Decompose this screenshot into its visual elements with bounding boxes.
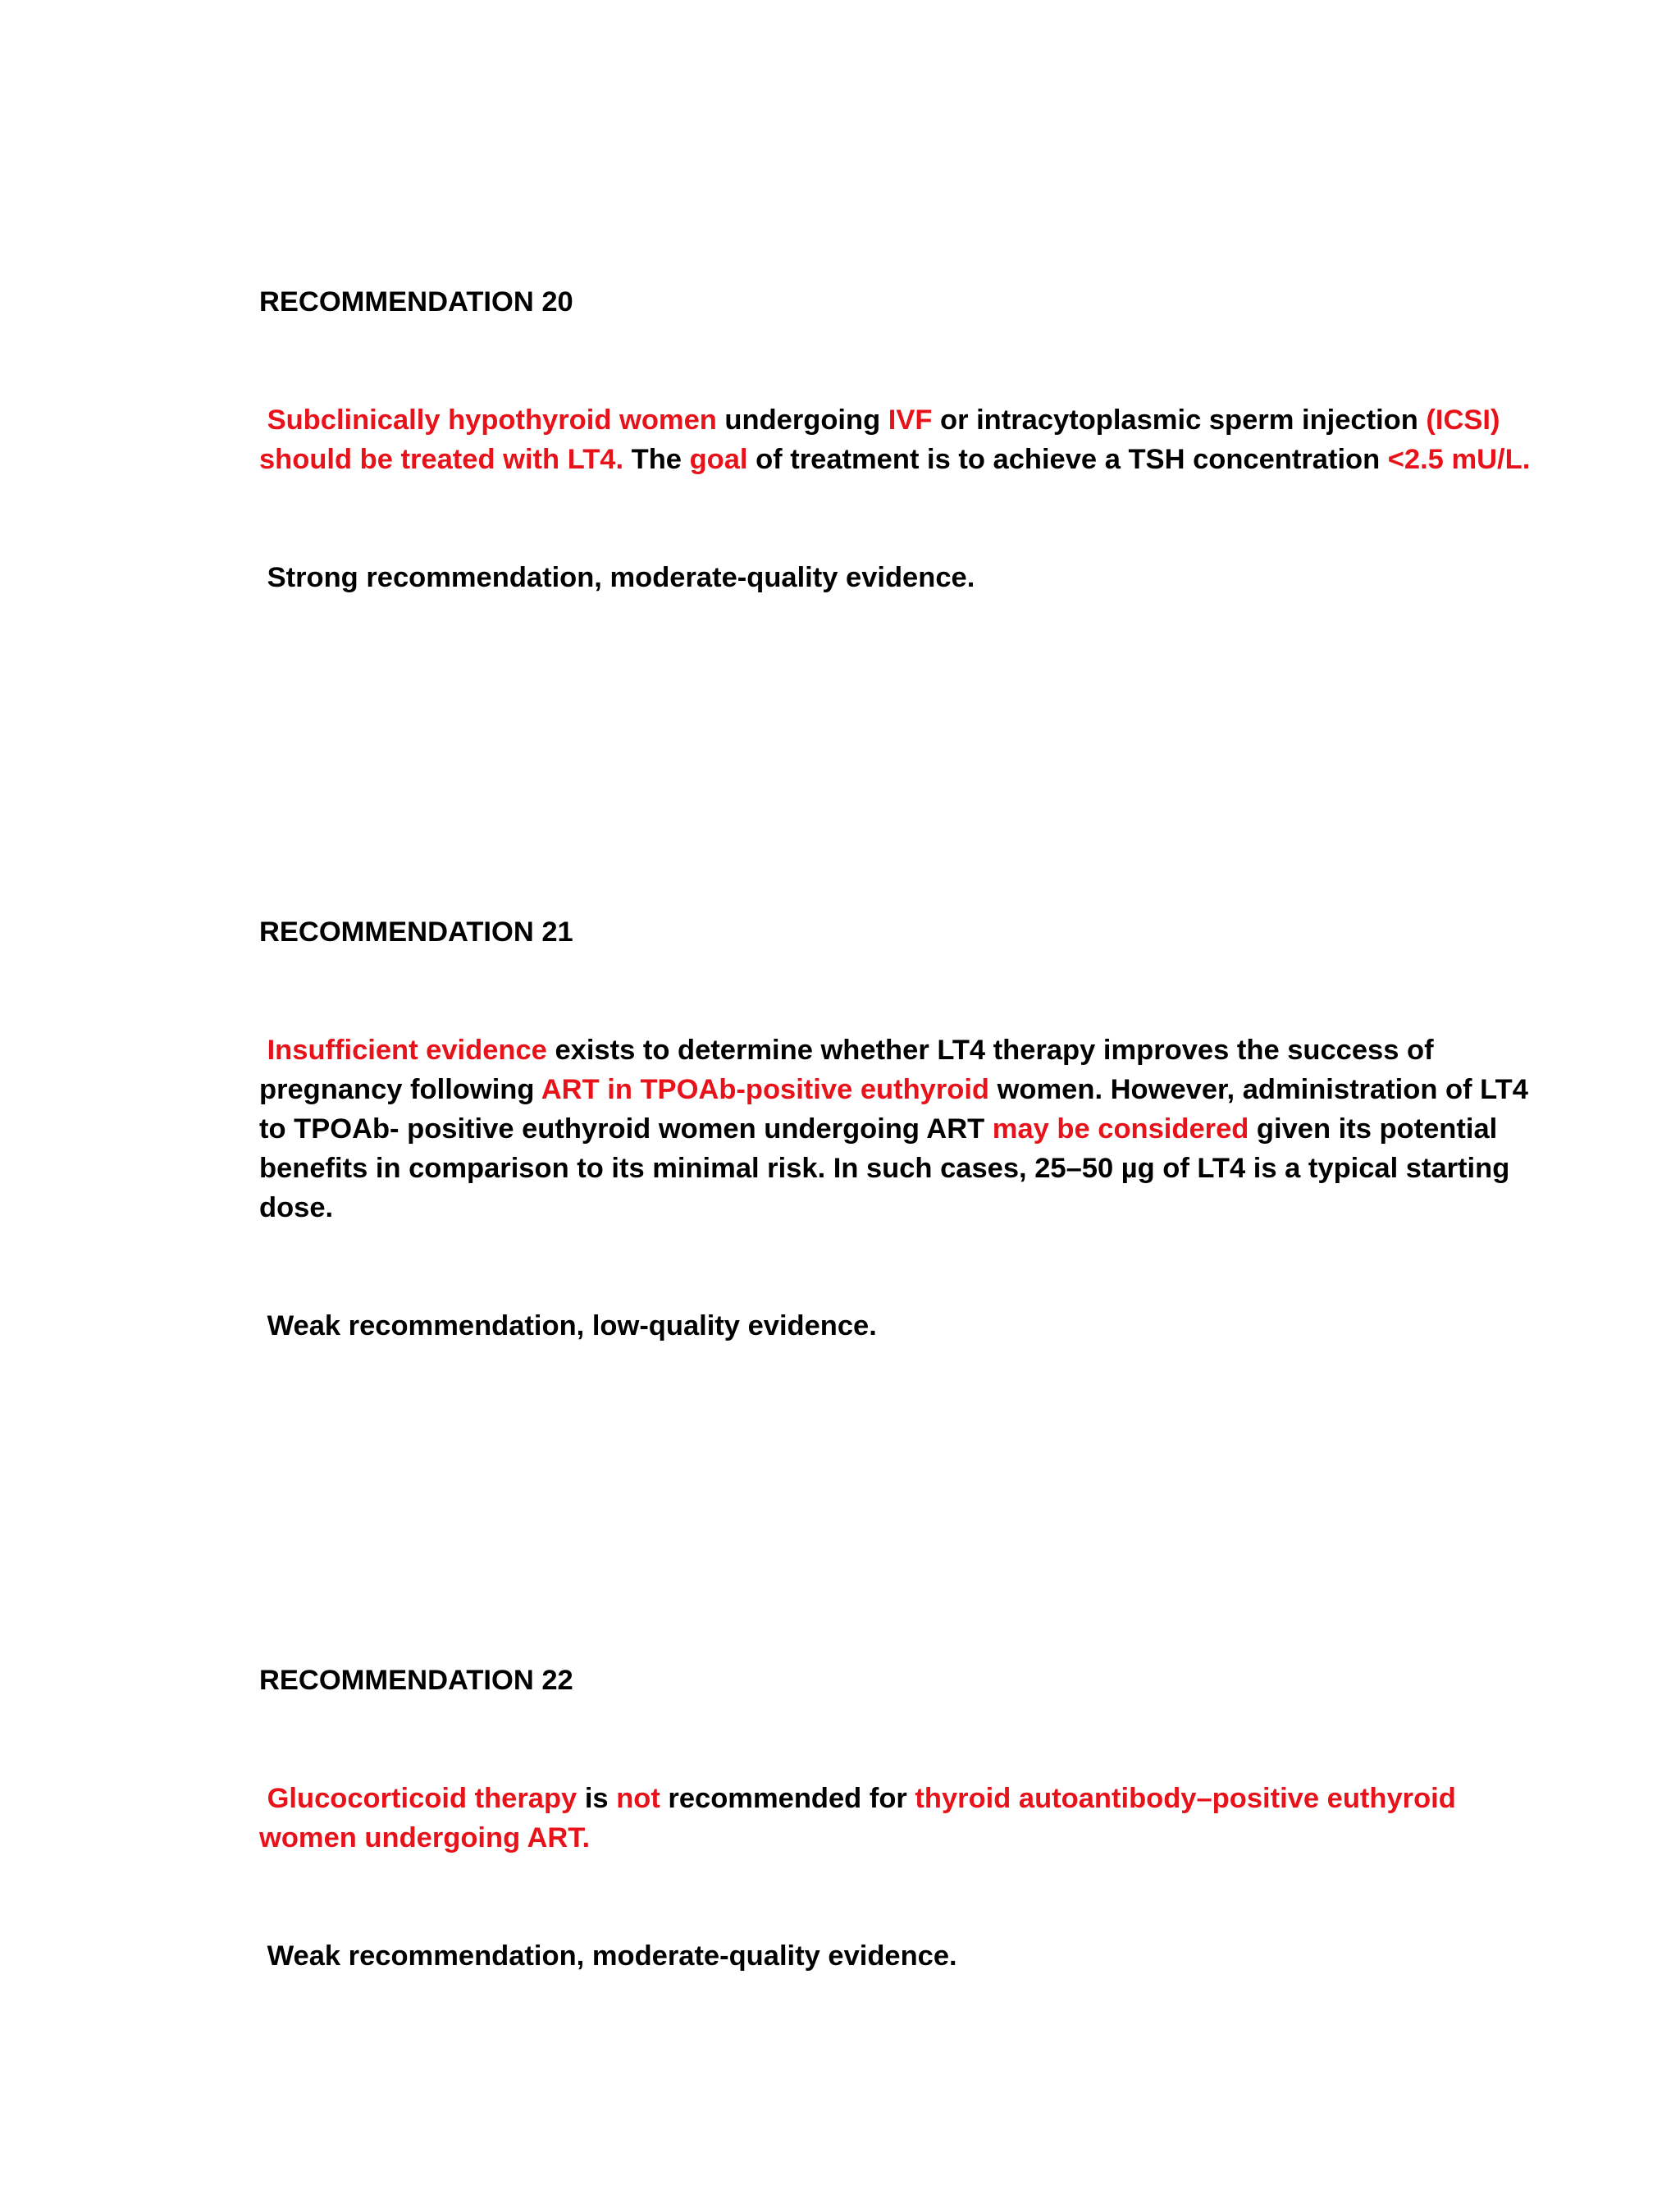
text-highlight: thyroid autoantibody–positive euthyroid women undergoing ART. bbox=[259, 1783, 1464, 1853]
text-highlight: ART in TPOAb-positive euthyroid bbox=[541, 1074, 990, 1105]
recommendation-text bbox=[259, 400, 1555, 479]
text-highlight: <2.5 mU/L. bbox=[1387, 444, 1531, 475]
text-highlight: Insufficient evidence bbox=[259, 1035, 547, 1066]
text-normal: The bbox=[623, 444, 690, 475]
text-normal: exists to determine whether LT4 therapy improves the success of pregnancy following bbox=[259, 1035, 1442, 1105]
recommendation-heading: RECOMMENDATION 22 bbox=[259, 1665, 573, 1696]
recommendation-strength: Weak recommendation, low-quality evidence. bbox=[259, 1310, 877, 1341]
recommendation-heading: RECOMMENDATION 21 bbox=[259, 916, 573, 948]
text-highlight: may be considered bbox=[992, 1113, 1249, 1145]
text-highlight: goal bbox=[689, 444, 748, 475]
recommendation-strength: Weak recommendation, moderate-quality evidence. bbox=[259, 1940, 957, 1972]
recommendation-text bbox=[259, 1031, 1555, 1227]
recommendation-22 bbox=[259, 1582, 1555, 2054]
recommendation-text bbox=[259, 1779, 1555, 1858]
recommendation-20 bbox=[259, 203, 1555, 676]
text-normal: recommended for bbox=[660, 1783, 915, 1814]
recommendation-heading: RECOMMENDATION 20 bbox=[259, 286, 573, 318]
slide-content bbox=[259, 85, 1555, 2212]
text-normal: or intracytoplasmic sperm injection bbox=[932, 404, 1427, 436]
text-highlight: Subclinically hypothyroid women bbox=[259, 404, 717, 436]
text-normal: of treatment is to achieve a TSH concentration bbox=[747, 444, 1388, 475]
text-normal: undergoing bbox=[716, 404, 888, 436]
text-normal: women. However, administration of LT4 to TPOAb- positive euthyroid women undergoing ART bbox=[259, 1074, 1536, 1145]
recommendation-strength: Strong recommendation, moderate-quality evidence. bbox=[259, 562, 975, 593]
text-highlight: not bbox=[616, 1783, 660, 1814]
text-highlight: (ICSI) should be treated with LT4. bbox=[259, 404, 1509, 475]
text-normal: given its potential benefits in comparison to its minimal risk. In such cases, 25–50 µg of LT4 is a typical starting dose. bbox=[259, 1113, 1518, 1223]
recommendation-21 bbox=[259, 834, 1555, 1424]
text-highlight: IVF bbox=[888, 404, 933, 436]
text-normal: is bbox=[577, 1783, 617, 1814]
text-highlight: Glucocorticoid therapy bbox=[259, 1783, 578, 1814]
